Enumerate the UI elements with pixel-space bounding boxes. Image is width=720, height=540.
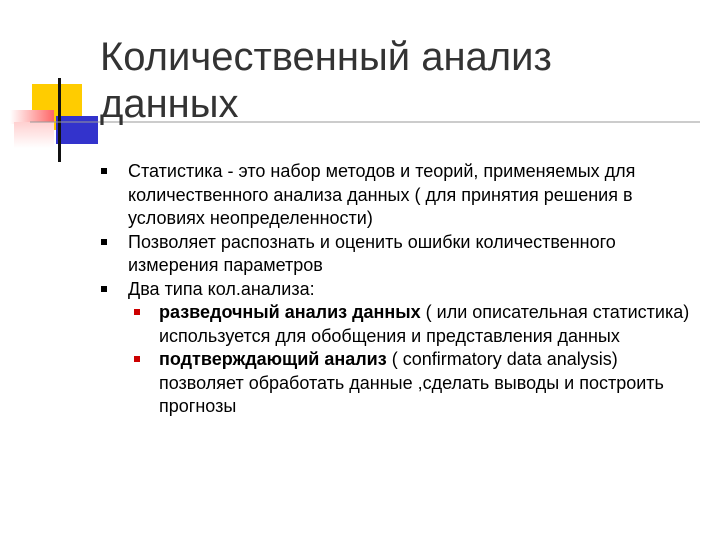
list-item-text: Два типа кол.анализа: bbox=[128, 278, 315, 299]
list-item bbox=[96, 278, 706, 302]
list-item-term: подтверждающий анализ bbox=[159, 349, 387, 369]
sub-list-item bbox=[96, 348, 706, 419]
bullet-list bbox=[96, 160, 706, 419]
list-item-text: ( или описательная статистика) используется для обобщения и представления данных bbox=[159, 302, 690, 346]
list-item-text: Статистика - это набор методов и теорий, применяемых для количественного анализа данных ( для принятия решения в условиях неопределенности) bbox=[128, 161, 636, 228]
red-square-bullet-icon bbox=[134, 309, 140, 315]
deco-blue-square bbox=[56, 116, 98, 144]
list-item bbox=[96, 231, 706, 278]
sub-list-item bbox=[96, 301, 706, 348]
list-item-text: Позволяет распознать и оценить ошибки количественного измерения параметров bbox=[128, 231, 616, 275]
square-bullet-icon bbox=[101, 168, 107, 174]
square-bullet-icon bbox=[101, 239, 107, 245]
deco-pink-block bbox=[14, 122, 54, 148]
list-item-term: разведочный анализ данных bbox=[159, 302, 421, 322]
slide-title: Количественный анализ данных bbox=[100, 35, 552, 126]
list-item-text: ( confirmatory data analysis) позволяет обработать данные ,сделать выводы и построить прогнозы bbox=[159, 349, 664, 416]
square-bullet-icon bbox=[101, 286, 107, 292]
list-item bbox=[96, 160, 706, 231]
red-square-bullet-icon bbox=[134, 356, 140, 362]
deco-vertical-bar bbox=[58, 78, 61, 162]
